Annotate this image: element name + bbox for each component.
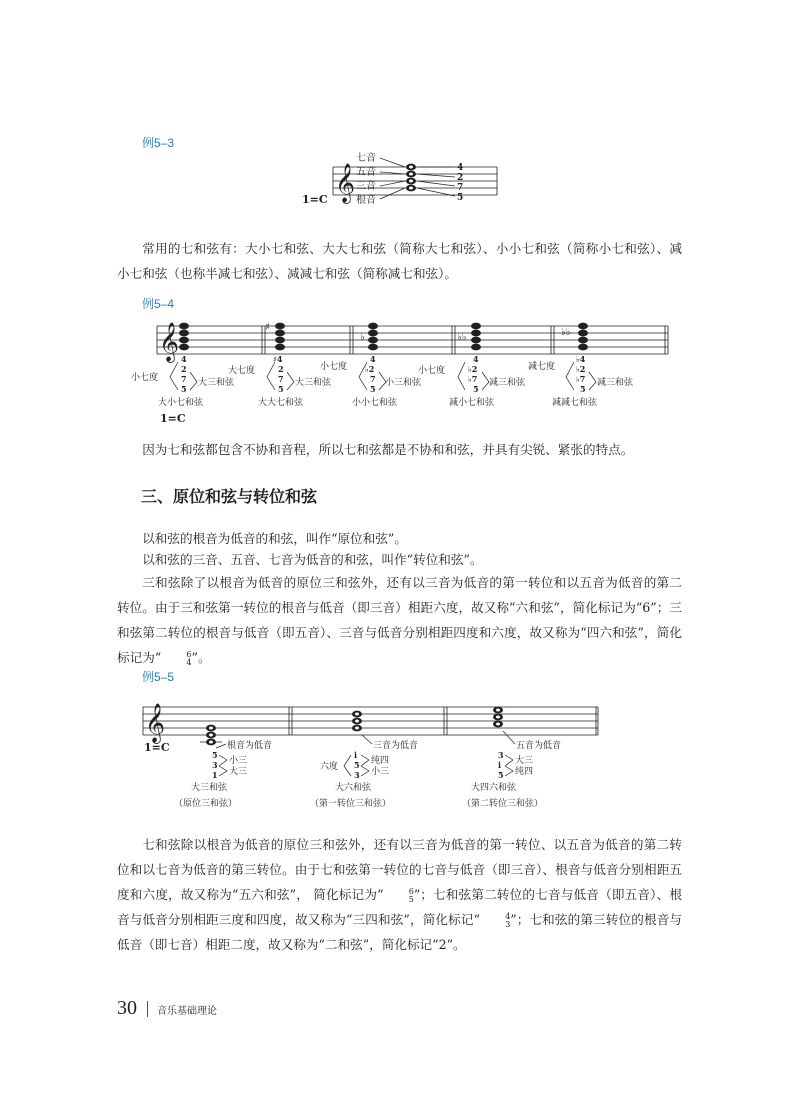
- chord-name: 减减七和弦: [552, 398, 598, 408]
- degree-number: 5: [354, 760, 360, 770]
- degree-number: 5: [212, 750, 218, 760]
- interval-label: 纯四: [515, 767, 534, 777]
- degree-number: 4: [457, 163, 464, 173]
- interval-label: 大三: [515, 756, 534, 766]
- degree-number: 4: [370, 354, 376, 364]
- text-run: 三和弦除了以根音为低音的原位三和弦外，还有以三音为低音的第一转位和以五音为低音的第二转位。由于三和弦第一转位的根音与低音（即三音）相距六度，故又称“六和弦”，简化标记为“6”；三和弦第二转位的根音与低音（即五音）、三音与低音分别相距四度和六度，故又称为“四六和弦”，简化标记为“: [117, 575, 682, 665]
- degree-number: 4: [473, 354, 479, 364]
- chord-group: [174, 725, 272, 809]
- accidental: ♯: [265, 322, 270, 333]
- chord-name: 大六和弦: [335, 783, 372, 793]
- bass-label: 根音为低音: [227, 741, 273, 751]
- treble-clef-icon: 𝄞: [145, 703, 166, 743]
- degree-number: 2: [278, 364, 284, 374]
- degree-number: 1: [212, 770, 218, 780]
- interval-label: 大三: [229, 767, 248, 777]
- text-run: 七和弦除以根音为低音的原位三和弦外，还有以三音为低音的第一转位、以五音为低音的第二转位和以七音为低音的第三转位。由于七和弦第一转位的七音与低音（即三音）、根音与低音分别相距五度和六度，故又称为“五六和弦”， 简化标记为“: [117, 837, 682, 902]
- chord-group: [310, 711, 418, 809]
- triad-type: 减三和弦: [597, 378, 634, 388]
- extra-interval: 六度: [320, 762, 339, 772]
- degree-number: 5: [580, 384, 586, 394]
- figured-bass-43: 4 3: [505, 911, 511, 929]
- degree-number: 7: [370, 374, 376, 384]
- position-label: （原位三和弦）: [174, 799, 238, 809]
- section-heading: 三、原位和弦与转位和弦: [141, 487, 318, 506]
- treble-clef-icon: 𝄞: [335, 163, 356, 203]
- degree-number: 4: [181, 354, 187, 364]
- note-name: 根音: [356, 195, 376, 206]
- degree-number: i: [498, 760, 502, 770]
- paragraph-inversion: 以和弦的三音、五音、七音为低音的和弦，叫作“转位和弦”。: [142, 552, 483, 567]
- degree-number: ♭2: [365, 364, 375, 374]
- note-name: 七音: [356, 153, 376, 164]
- paragraph-root-position: 以和弦的根音为低音的和弦，叫作“原位和弦”。: [142, 531, 407, 546]
- paragraph-seventh-chords: 常用的七和弦有：大小七和弦、大大七和弦（简称大七和弦）、小小七和弦（简称小七和弦）、减小七和弦（也称半减七和弦）、减减七和弦（简称减七和弦）。: [117, 241, 682, 281]
- chord-name: 大大七和弦: [258, 398, 304, 408]
- degree-number: ♭4: [576, 354, 586, 364]
- footer-divider: [147, 1001, 148, 1017]
- degree-number: 7: [457, 183, 464, 193]
- accidental: ♭: [360, 332, 365, 343]
- text-run: ”；七和弦的第三转位的根音与低音（即七音）相距二度，故又称为“二和弦”，简化标记“2”。: [117, 912, 682, 952]
- paragraph-seventh-inversions: [117, 832, 682, 957]
- note-name: 三音: [356, 181, 376, 192]
- degree-number: 3: [212, 760, 218, 770]
- chord-name: 大四六和弦: [471, 783, 517, 793]
- degree-number: 2: [457, 173, 464, 183]
- book-title: 音乐基础理论: [157, 1006, 217, 1017]
- degree-number: 7: [278, 374, 284, 384]
- example-label-5-5: 例5–5: [142, 670, 175, 684]
- chord-name: 大三和弦: [191, 783, 228, 793]
- chord-name: 小小七和弦: [352, 398, 398, 408]
- degree-number: 5: [498, 770, 504, 780]
- degree-number: 2: [181, 364, 187, 374]
- bass-label: 五音为低音: [516, 741, 562, 751]
- paragraph-dissonance: 因为七和弦都包含不协和音程，所以七和弦都是不协和和弦，并具有尖锐、紧张的特点。: [142, 442, 634, 457]
- interval-label: 小三: [371, 767, 390, 777]
- text-run: ”；七和弦第二转位的七音与低音（即五音）、根音与低音分别相距三度和四度，故又称为“三四和弦”，简化标记“: [117, 887, 682, 927]
- figured-bass-64: 6 4: [186, 649, 192, 667]
- degree-number: 5: [370, 384, 376, 394]
- degree-number: 5: [473, 384, 479, 394]
- key-signature: 1=C: [160, 412, 186, 425]
- interval-label: 纯四: [371, 756, 390, 766]
- text-run: ”。: [191, 650, 211, 665]
- position-label: （第一转位三和弦）: [310, 799, 392, 809]
- degree-number: 3: [354, 770, 360, 780]
- degree-number: ♭2: [576, 364, 586, 374]
- degree-number: ♭7: [468, 374, 478, 384]
- example-label-5-3: 例5–3: [142, 136, 175, 150]
- interval-label: 小三: [229, 756, 248, 766]
- figured-bass-65: 6 5: [408, 886, 414, 904]
- degree-number: i: [354, 750, 358, 760]
- triad-type: 减三和弦: [489, 378, 526, 388]
- chord-group: [462, 707, 561, 809]
- note-name: 五音: [356, 167, 376, 178]
- key-signature: 1=C: [302, 193, 328, 206]
- degree-number: ♯4: [273, 354, 283, 364]
- seventh-interval: 减七度: [528, 362, 556, 372]
- accidental: ♭♭: [561, 327, 571, 338]
- degree-number: 5: [457, 193, 464, 203]
- chord-name: 大小七和弦: [158, 398, 204, 408]
- key-signature: 1=C: [144, 741, 170, 754]
- seventh-interval: 大七度: [228, 366, 256, 376]
- bass-label: 三音为低音: [373, 741, 419, 751]
- example-label-5-4: 例5–4: [142, 297, 175, 311]
- triad-type: 小三和弦: [385, 378, 422, 388]
- chord-name: 减小七和弦: [449, 398, 495, 408]
- degree-number: 5: [181, 384, 187, 394]
- position-label: （第二转位三和弦）: [462, 799, 544, 809]
- seventh-interval: 小七度: [320, 362, 348, 372]
- seventh-interval: 小七度: [131, 373, 159, 383]
- triad-type: 大三和弦: [198, 378, 235, 388]
- degree-number: ♭2: [468, 364, 478, 374]
- degree-number: 7: [181, 374, 187, 384]
- degree-number: ♭7: [576, 374, 586, 384]
- degree-number: 5: [278, 384, 284, 394]
- triad-type: 大三和弦: [295, 378, 332, 388]
- seventh-interval: 小七度: [418, 366, 446, 376]
- accidental: ♭♭: [457, 332, 467, 343]
- page-number: 30: [117, 997, 137, 1019]
- treble-clef-icon: 𝄞: [159, 322, 180, 362]
- degree-number: 3: [498, 750, 504, 760]
